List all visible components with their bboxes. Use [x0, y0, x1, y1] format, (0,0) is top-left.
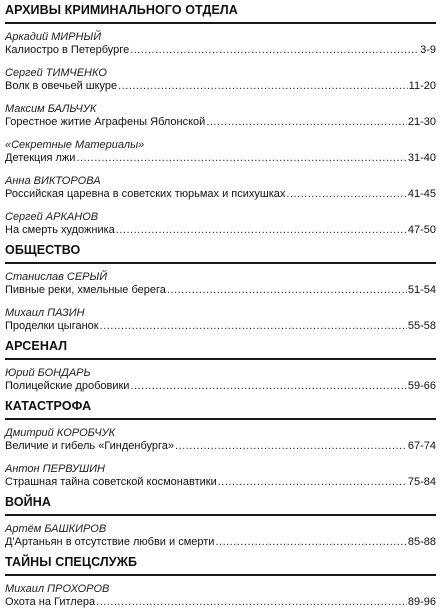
entry-pages: 67-74	[407, 440, 436, 452]
entry-pages: 75-84	[407, 476, 436, 488]
dot-leader	[118, 80, 408, 93]
entry-author: Аркадий МИРНЫЙ	[5, 31, 102, 43]
toc-section-war	[5, 492, 436, 552]
dot-leader	[100, 320, 407, 333]
dot-leader	[215, 536, 406, 549]
toc-entry	[5, 24, 436, 60]
entry-line	[5, 224, 436, 237]
entry-pages: 59-66	[407, 380, 436, 392]
entry-line	[5, 116, 436, 129]
entry-title: Детекция лжи	[5, 152, 76, 164]
entry-line	[5, 596, 436, 609]
section-heading: ОБЩЕСТВО	[5, 240, 436, 264]
toc-section-special-services	[5, 552, 436, 612]
toc-entry	[5, 132, 436, 168]
entry-author: Артём БАШКИРОВ	[5, 523, 107, 535]
dot-leader	[286, 188, 406, 201]
dot-leader	[96, 596, 407, 609]
toc-entry	[5, 420, 436, 456]
entry-line	[5, 284, 436, 297]
entry-line	[5, 440, 436, 453]
dot-leader	[130, 380, 406, 393]
entry-line	[5, 476, 436, 489]
entry-author: Михаил ПРОХОРОВ	[5, 583, 110, 595]
entry-title: Охота на Гитлера	[5, 596, 96, 608]
entry-title: Пивные реки, хмельные берега	[5, 284, 166, 296]
toc-entry	[5, 168, 436, 204]
entry-pages: 11-20	[408, 80, 436, 92]
toc-entry	[5, 300, 436, 336]
section-heading: АРСЕНАЛ	[5, 336, 436, 360]
dot-leader	[130, 44, 419, 57]
section-heading: ТАЙНЫ СПЕЦСЛУЖБ	[5, 552, 436, 576]
entry-pages: 55-58	[407, 320, 436, 332]
entry-author: «Секретные Материалы»	[5, 139, 145, 151]
entry-pages: 21-30	[407, 116, 436, 128]
toc-section-arsenal	[5, 336, 436, 396]
entry-title: Величие и гибель «Гинденбурга»	[5, 440, 175, 452]
entry-pages: 41-45	[407, 188, 436, 200]
section-heading: ВОЙНА	[5, 492, 436, 516]
entry-author: Анна ВИКТОРОВА	[5, 175, 101, 187]
dot-leader	[76, 152, 406, 165]
entry-title: На смерть художника	[5, 224, 115, 236]
entry-title: Проделки цыганок	[5, 320, 99, 332]
entry-pages: 51-54	[407, 284, 436, 296]
toc-entry	[5, 60, 436, 96]
entry-line	[5, 188, 436, 201]
entry-author: Сергей ТИМЧЕНКО	[5, 67, 107, 79]
entry-title: Волк в овечьей шкуре	[5, 80, 118, 92]
entry-title: Страшная тайна советской космонавтики	[5, 476, 217, 488]
toc-entry	[5, 456, 436, 492]
section-heading: КАТАСТРОФА	[5, 396, 436, 420]
entry-author: Антон ПЕРВУШИН	[5, 463, 105, 475]
toc-entry	[5, 96, 436, 132]
toc-entry	[5, 576, 436, 612]
dot-leader	[116, 224, 407, 237]
entry-line	[5, 320, 436, 333]
toc-entry	[5, 516, 436, 552]
entry-author: Дмитрий КОРОБЧУК	[5, 427, 116, 439]
entry-line	[5, 536, 436, 549]
toc-section-criminal-archives	[5, 0, 436, 240]
entry-author: Максим БАЛЬЧУК	[5, 103, 97, 115]
entry-title: Полицейские дробовики	[5, 380, 130, 392]
dot-leader	[167, 284, 407, 297]
entry-pages: 89-96	[407, 596, 436, 608]
entry-line	[5, 80, 436, 93]
toc-section-catastrophe	[5, 396, 436, 492]
section-heading: АРХИВЫ КРИМИНАЛЬНОГО ОТДЕЛА	[5, 0, 436, 24]
entry-author: Юрий БОНДАРЬ	[5, 367, 91, 379]
entry-author: Михаил ПАЗИН	[5, 307, 85, 319]
toc-section-society	[5, 240, 436, 336]
toc-entry	[5, 204, 436, 240]
entry-pages: 85-88	[407, 536, 436, 548]
entry-pages: 47-50	[407, 224, 436, 236]
entry-pages: 31-40	[407, 152, 436, 164]
toc-entry	[5, 264, 436, 300]
dot-leader	[175, 440, 407, 453]
dot-leader	[218, 476, 407, 489]
entry-title: Калиостро в Петербурге	[5, 44, 130, 56]
dot-leader	[206, 116, 407, 129]
entry-title: Горестное житие Аграфены Яблонской	[5, 116, 206, 128]
entry-author: Сергей АРКАНОВ	[5, 211, 99, 223]
entry-line	[5, 44, 436, 57]
entry-line	[5, 380, 436, 393]
entry-author: Станислав СЕРЫЙ	[5, 271, 108, 283]
entry-line	[5, 152, 436, 165]
toc-entry	[5, 360, 436, 396]
entry-pages: 3-9	[420, 44, 436, 56]
entry-title: Д'Артаньян в отсутствие любви и смерти	[5, 536, 215, 548]
entry-title: Российская царевна в советских тюрьмах и психушках	[5, 188, 286, 200]
